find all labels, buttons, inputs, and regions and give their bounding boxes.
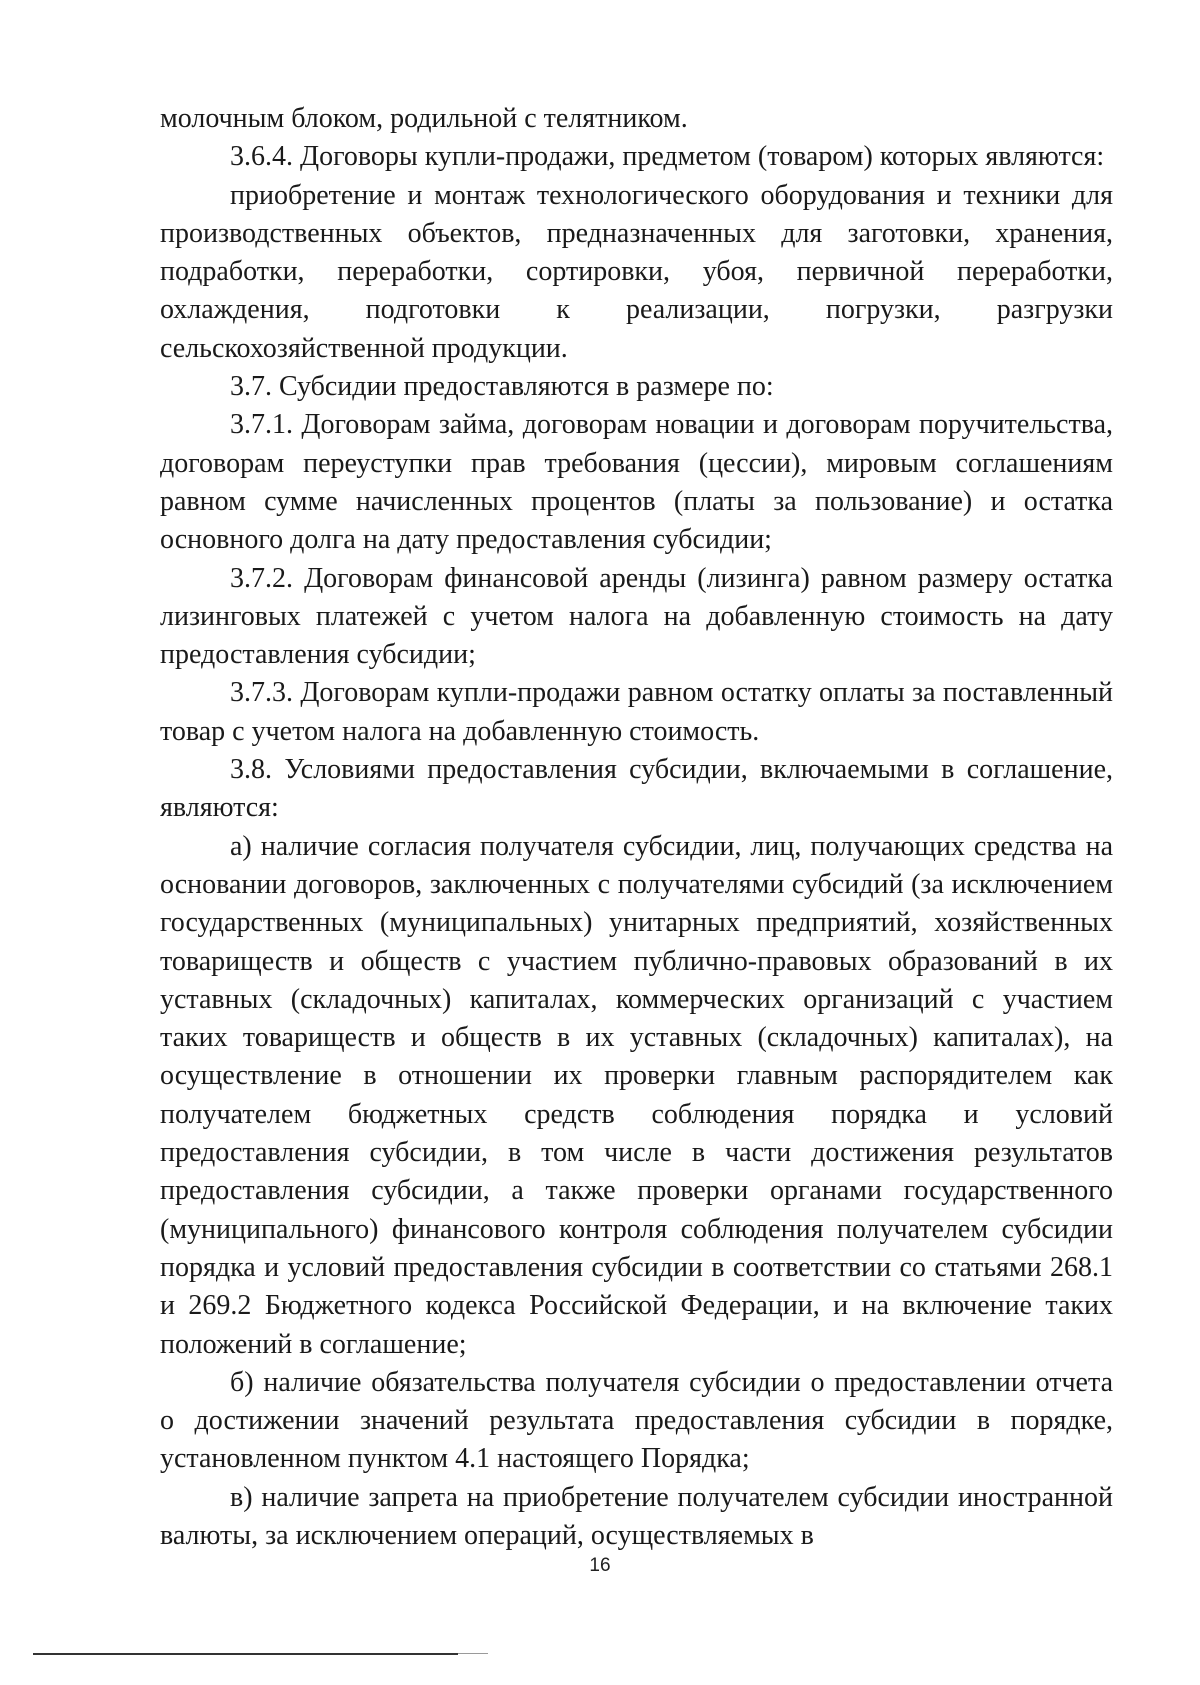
paragraph-3-8-v: в) наличие запрета на приобретение получателем субсидии иностранной валюты, за исключением операций, осуществляемых в	[160, 1481, 1113, 1551]
paragraph-3-8-b: б) наличие обязательства получателя субсидии о предоставлении отчета о достижении значений результата предоставления субсидии в порядке, установленном пунктом 4.1 настоящего Порядка;	[160, 1366, 1113, 1475]
paragraph-3-7-1: 3.7.1. Договорам займа, договорам новации и договорам поручительства, договорам переуступки прав требования (цессии), мировым соглашениям равном сумме начисленных процентов (платы за пользование) и остатка основного долга на дату предоставления субсидии;	[160, 409, 1113, 556]
footer-divider	[33, 1653, 458, 1655]
paragraph-3-8-a: а) наличие согласия получателя субсидии, лиц, получающих средства на основании договоров, заключенных с получателями субсидий (за исключением государственных (муниципальных) унитарных предприятий, хозяйственных товариществ и обществ с участием публично-правовых образований в их уставных (складочных) капиталах, коммерческих организаций с участием таких товариществ и обществ в их уставных (складочных) капиталах), на осуществление в отношении их проверки главным распорядителем как получателем бюджетных средств соблюдения порядка и условий предоставления субсидии, в том числе в части достижения результатов предоставления субсидии, а также проверки органами государственного (муниципального) финансового контроля соблюдения получателем субсидии порядка и условий предоставления субсидии в соответствии со статьями 268.1 и 269.2 Бюджетного кодекса Российской Федерации, и на включение таких положений в соглашение;	[160, 830, 1113, 1360]
paragraph-3-7-3: 3.7.3. Договорам купли-продажи равном остатку оплаты за поставленный товар с учетом налога на добавленную стоимость.	[160, 677, 1113, 747]
paragraph-3-7: 3.7. Субсидии предоставляются в размере по:	[230, 371, 774, 403]
page-number: 16	[589, 1555, 611, 1576]
paragraph-3-8: 3.8. Условиями предоставления субсидии, включаемыми в соглашение, являются:	[160, 754, 1113, 824]
paragraph-equipment-acquisition: приобретение и монтаж технологического оборудования и техники для производственных объектов, предназначенных для заготовки, хранения, подработки, переработки, сортировки, убоя, первичной переработки, охлаждения, подготовки к реализации, погрузки, разгрузки сельскохозяйственной продукции.	[160, 179, 1113, 364]
paragraph-continuation: молочным блоком, родильной с телятником.	[160, 103, 688, 134]
paragraph-3-6-4: 3.6.4. Договоры купли-продажи, предметом (товаром) которых являются:	[230, 141, 1105, 173]
paragraph-3-7-2: 3.7.2. Договорам финансовой аренды (лизинга) равном размеру остатка лизинговых платежей с учетом налога на добавленную стоимость на дату предоставления субсидии;	[160, 562, 1113, 671]
document-body	[160, 100, 1113, 1555]
